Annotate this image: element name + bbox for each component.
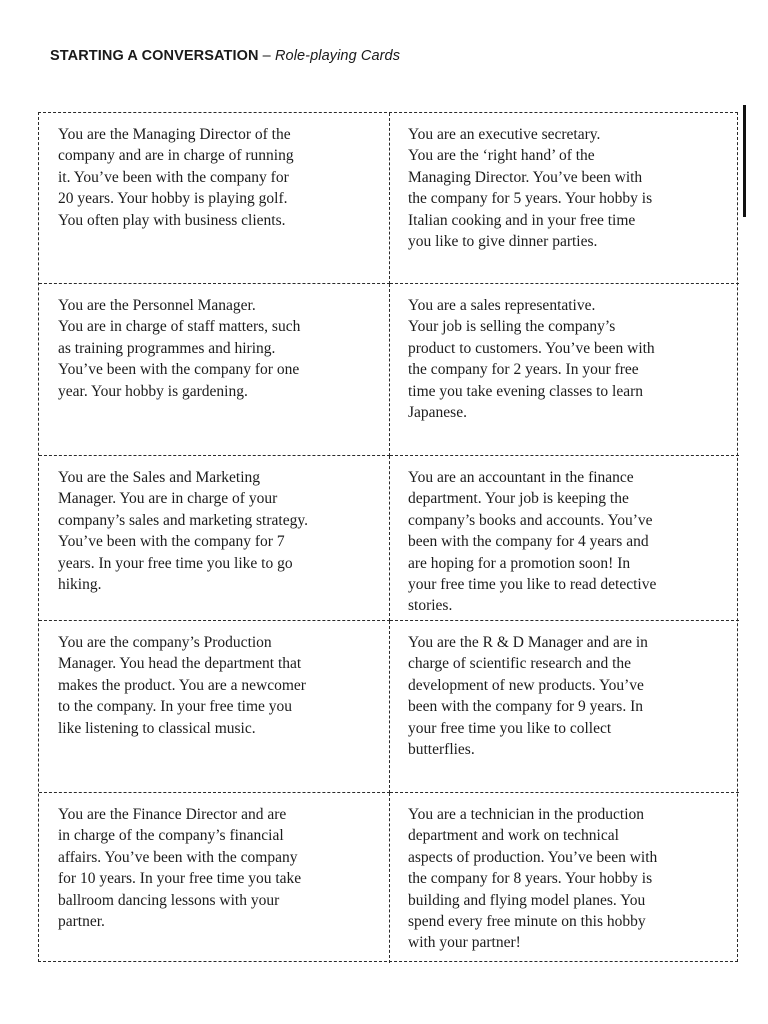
role-card-text-line: year. Your hobby is gardening. (58, 382, 248, 400)
role-card-text-line: time you take evening classes to learn (408, 382, 644, 400)
role-card-text-line: affairs. You’ve been with the company (58, 848, 298, 866)
role-card-text-line: stories. (408, 597, 453, 615)
role-card (390, 793, 739, 963)
role-card-text-line: development of new products. You’ve (408, 676, 644, 694)
role-card-text-line: Your job is selling the company’s (408, 318, 616, 336)
role-card-text-line: You are a sales representative. (408, 297, 596, 314)
role-card-text-line: 20 years. Your hobby is playing golf. (58, 190, 288, 208)
role-card-text-line: You’ve been with the company for 7 (58, 533, 285, 551)
role-card-text-line: it. You’ve been with the company for (58, 168, 289, 186)
role-card-text-line: in charge of the company’s financial (58, 827, 284, 845)
role-card (390, 113, 739, 284)
role-card (390, 456, 739, 621)
role-card-text-line: you like to give dinner parties. (408, 233, 598, 251)
role-card-text-line: as training programmes and hiring. (58, 339, 276, 357)
page-title-subtitle: Role-playing Cards (274, 48, 401, 64)
role-card-text-line: makes the product. You are a newcomer (58, 676, 306, 694)
page-title-main: STARTING A CONVERSATION (50, 48, 259, 64)
role-card (390, 621, 739, 793)
role-card-text-line: Japanese. (408, 404, 467, 422)
role-card-text-line: You are the ‘right hand’ of the (408, 147, 595, 165)
role-card-text-line: You are a technician in the production (408, 806, 645, 823)
card-grid (38, 112, 738, 962)
role-card-text-line: butterflies. (408, 741, 475, 759)
role-card-text-line: company and are in charge of running (58, 147, 294, 165)
role-card-text-line: You are the company’s Production (58, 634, 272, 651)
role-card-text-line: for 10 years. In your free time you take (58, 870, 302, 888)
page-title-separator: – (258, 48, 275, 64)
role-card-text-line: years. In your free time you like to go (58, 554, 293, 572)
role-card-text-line: company’s sales and marketing strategy. (58, 511, 308, 529)
role-card-text-line: company’s books and accounts. You’ve (408, 511, 653, 529)
role-card (39, 284, 390, 456)
role-card-text-line: partner. (58, 913, 105, 931)
role-card-text-line: to the company. In your free time you (58, 698, 293, 716)
role-card-text-line: your free time you like to collect (408, 719, 612, 737)
role-card-text-line: You are the R & D Manager and are in (408, 634, 648, 651)
role-card-text-line: hiking. (58, 576, 102, 594)
role-card-text-line: You’ve been with the company for one (58, 361, 300, 379)
role-card-text-line: Manager. You head the department that (58, 655, 302, 673)
scan-edge-mark (743, 105, 746, 217)
role-card (39, 621, 390, 793)
role-card-text-line: spend every free minute on this hobby (408, 913, 646, 931)
role-card (390, 284, 739, 456)
role-card-text-line: product to customers. You’ve been with (408, 339, 655, 357)
role-card-text-line: department and work on technical (408, 827, 619, 845)
role-card-text-line: You often play with business clients. (58, 211, 286, 229)
role-card-text-line: with your partner! (408, 934, 521, 952)
role-card-text-line: You are the Finance Director and are (58, 806, 287, 823)
role-card (39, 113, 390, 284)
role-card-text-line: your free time you like to read detective (408, 576, 657, 594)
role-card-text-line: building and flying model planes. You (408, 891, 646, 909)
role-card-text-line: aspects of production. You’ve been with (408, 848, 658, 866)
role-card-text-line: You are the Sales and Marketing (58, 469, 261, 486)
role-card-text-line: department. Your job is keeping the (408, 490, 629, 508)
role-card-text-line: You are in charge of staff matters, such (58, 318, 301, 336)
role-card-text-line: You are the Managing Director of the (58, 126, 291, 143)
role-card (39, 793, 390, 963)
role-card-text-line: Managing Director. You’ve been with (408, 168, 643, 186)
role-card-text-line: charge of scientific research and the (408, 655, 632, 673)
role-card-text-line: like listening to classical music. (58, 719, 256, 737)
role-card-text-line: the company for 2 years. In your free (408, 361, 639, 379)
role-card-text-line: Manager. You are in charge of your (58, 490, 278, 508)
role-card-text-line: the company for 5 years. Your hobby is (408, 190, 653, 208)
role-card-text-line: You are an accountant in the finance (408, 469, 634, 486)
role-card (39, 456, 390, 621)
role-card-text-line: been with the company for 9 years. In (408, 698, 644, 716)
role-card-text-line: You are the Personnel Manager. (58, 297, 256, 314)
role-card-text-line: ballroom dancing lessons with your (58, 891, 280, 909)
role-card-text-line: You are an executive secretary. (408, 126, 601, 143)
role-card-text-line: been with the company for 4 years and (408, 533, 649, 551)
role-card-text-line: the company for 8 years. Your hobby is (408, 870, 653, 888)
role-card-text-line: Italian cooking and in your free time (408, 211, 636, 229)
page-title (50, 48, 400, 64)
role-card-text-line: are hoping for a promotion soon! In (408, 554, 631, 572)
